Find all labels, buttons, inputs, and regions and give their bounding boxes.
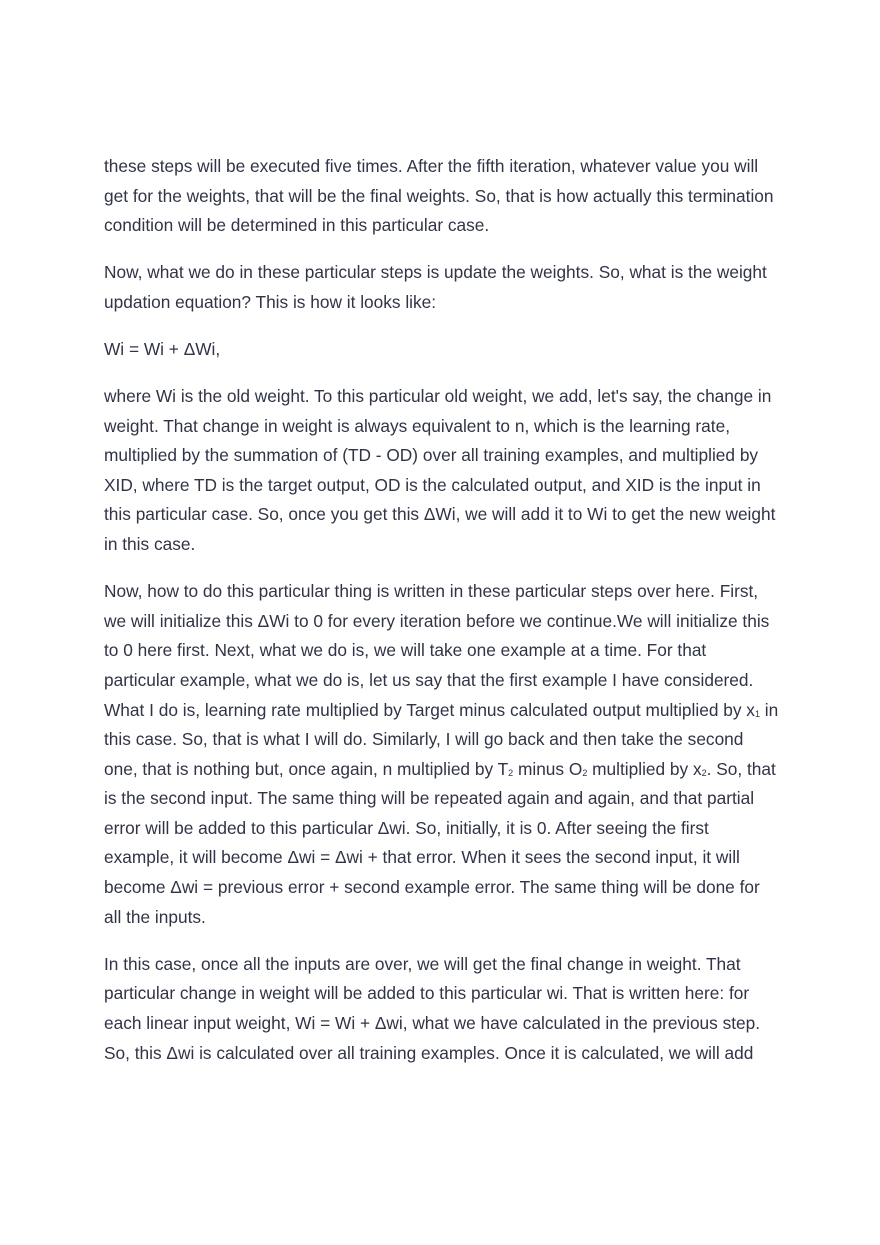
paragraph-final-weight-change: In this case, once all the inputs are over, we will get the final change in weight. That particular change in weight will be added to this particular wi. That is written here: for each linear input weight, Wi = Wi + Δwi, what we have calculated in the previous step. So, this Δwi is calculated over all training examples. Once it is calculated, we will add	[104, 953, 761, 1063]
text-segment: minus O	[513, 758, 583, 779]
subscript: 2	[701, 767, 707, 778]
paragraph-weight-update-intro: Now, what we do in these particular steps is update the weights. So, what is the weight updation equation? This is how it looks like:	[104, 262, 767, 312]
paragraph-termination-condition: these steps will be executed five times. After the fifth iteration, whatever value you will get for the weights, that will be the final weights. So, that is how actually this termination condition will be determined in this particular case.	[104, 156, 774, 236]
document-body	[104, 152, 780, 1086]
text-segment: in this case. So, that is what I will do. Similarly, I will go back and then take the second one, that is nothing but, once again, n multiplied by T	[104, 699, 779, 779]
paragraph-weight-update-equation: Wi = Wi + ΔWi,	[104, 338, 221, 359]
paragraph-algorithm-steps	[104, 577, 780, 932]
subscript: 2	[582, 767, 588, 778]
subscript: 1	[754, 708, 760, 719]
text-segment: . So, that is the second input. The same thing will be repeated again and again, and that partial error will be added to this particular Δwi. So, initially, it is 0. After seeing the first example, it will become Δwi = Δwi + that error. When it sees the second input, it will become Δwi = previous error + second example error. The same thing will be done for all the inputs.	[104, 758, 776, 927]
subscript: 2	[508, 767, 514, 778]
paragraph-weight-update-explanation: where Wi is the old weight. To this particular old weight, we add, let's say, the change in weight. That change in weight is always equivalent to n, which is the learning rate, multiplied by the summation of (TD - OD) over all training examples, and multiplied by XID, where TD is the target output, OD is the calculated output, and XID is the input in this particular case. So, once you get this ΔWi, we will add it to Wi to get the new weight in this case.	[104, 386, 776, 555]
text-segment: multiplied by x	[587, 758, 702, 779]
text-segment: Now, how to do this particular thing is written in these particular steps over here. First, we will initialize this ΔWi to 0 for every iteration before we continue.We will initialize this to 0 here first. Next, what we do is, we will take one example at a time. For that particular example, what we do is, let us say that the first example I have considered. What I do is, learning rate multiplied by Target minus calculated output multiplied by x	[104, 581, 770, 720]
